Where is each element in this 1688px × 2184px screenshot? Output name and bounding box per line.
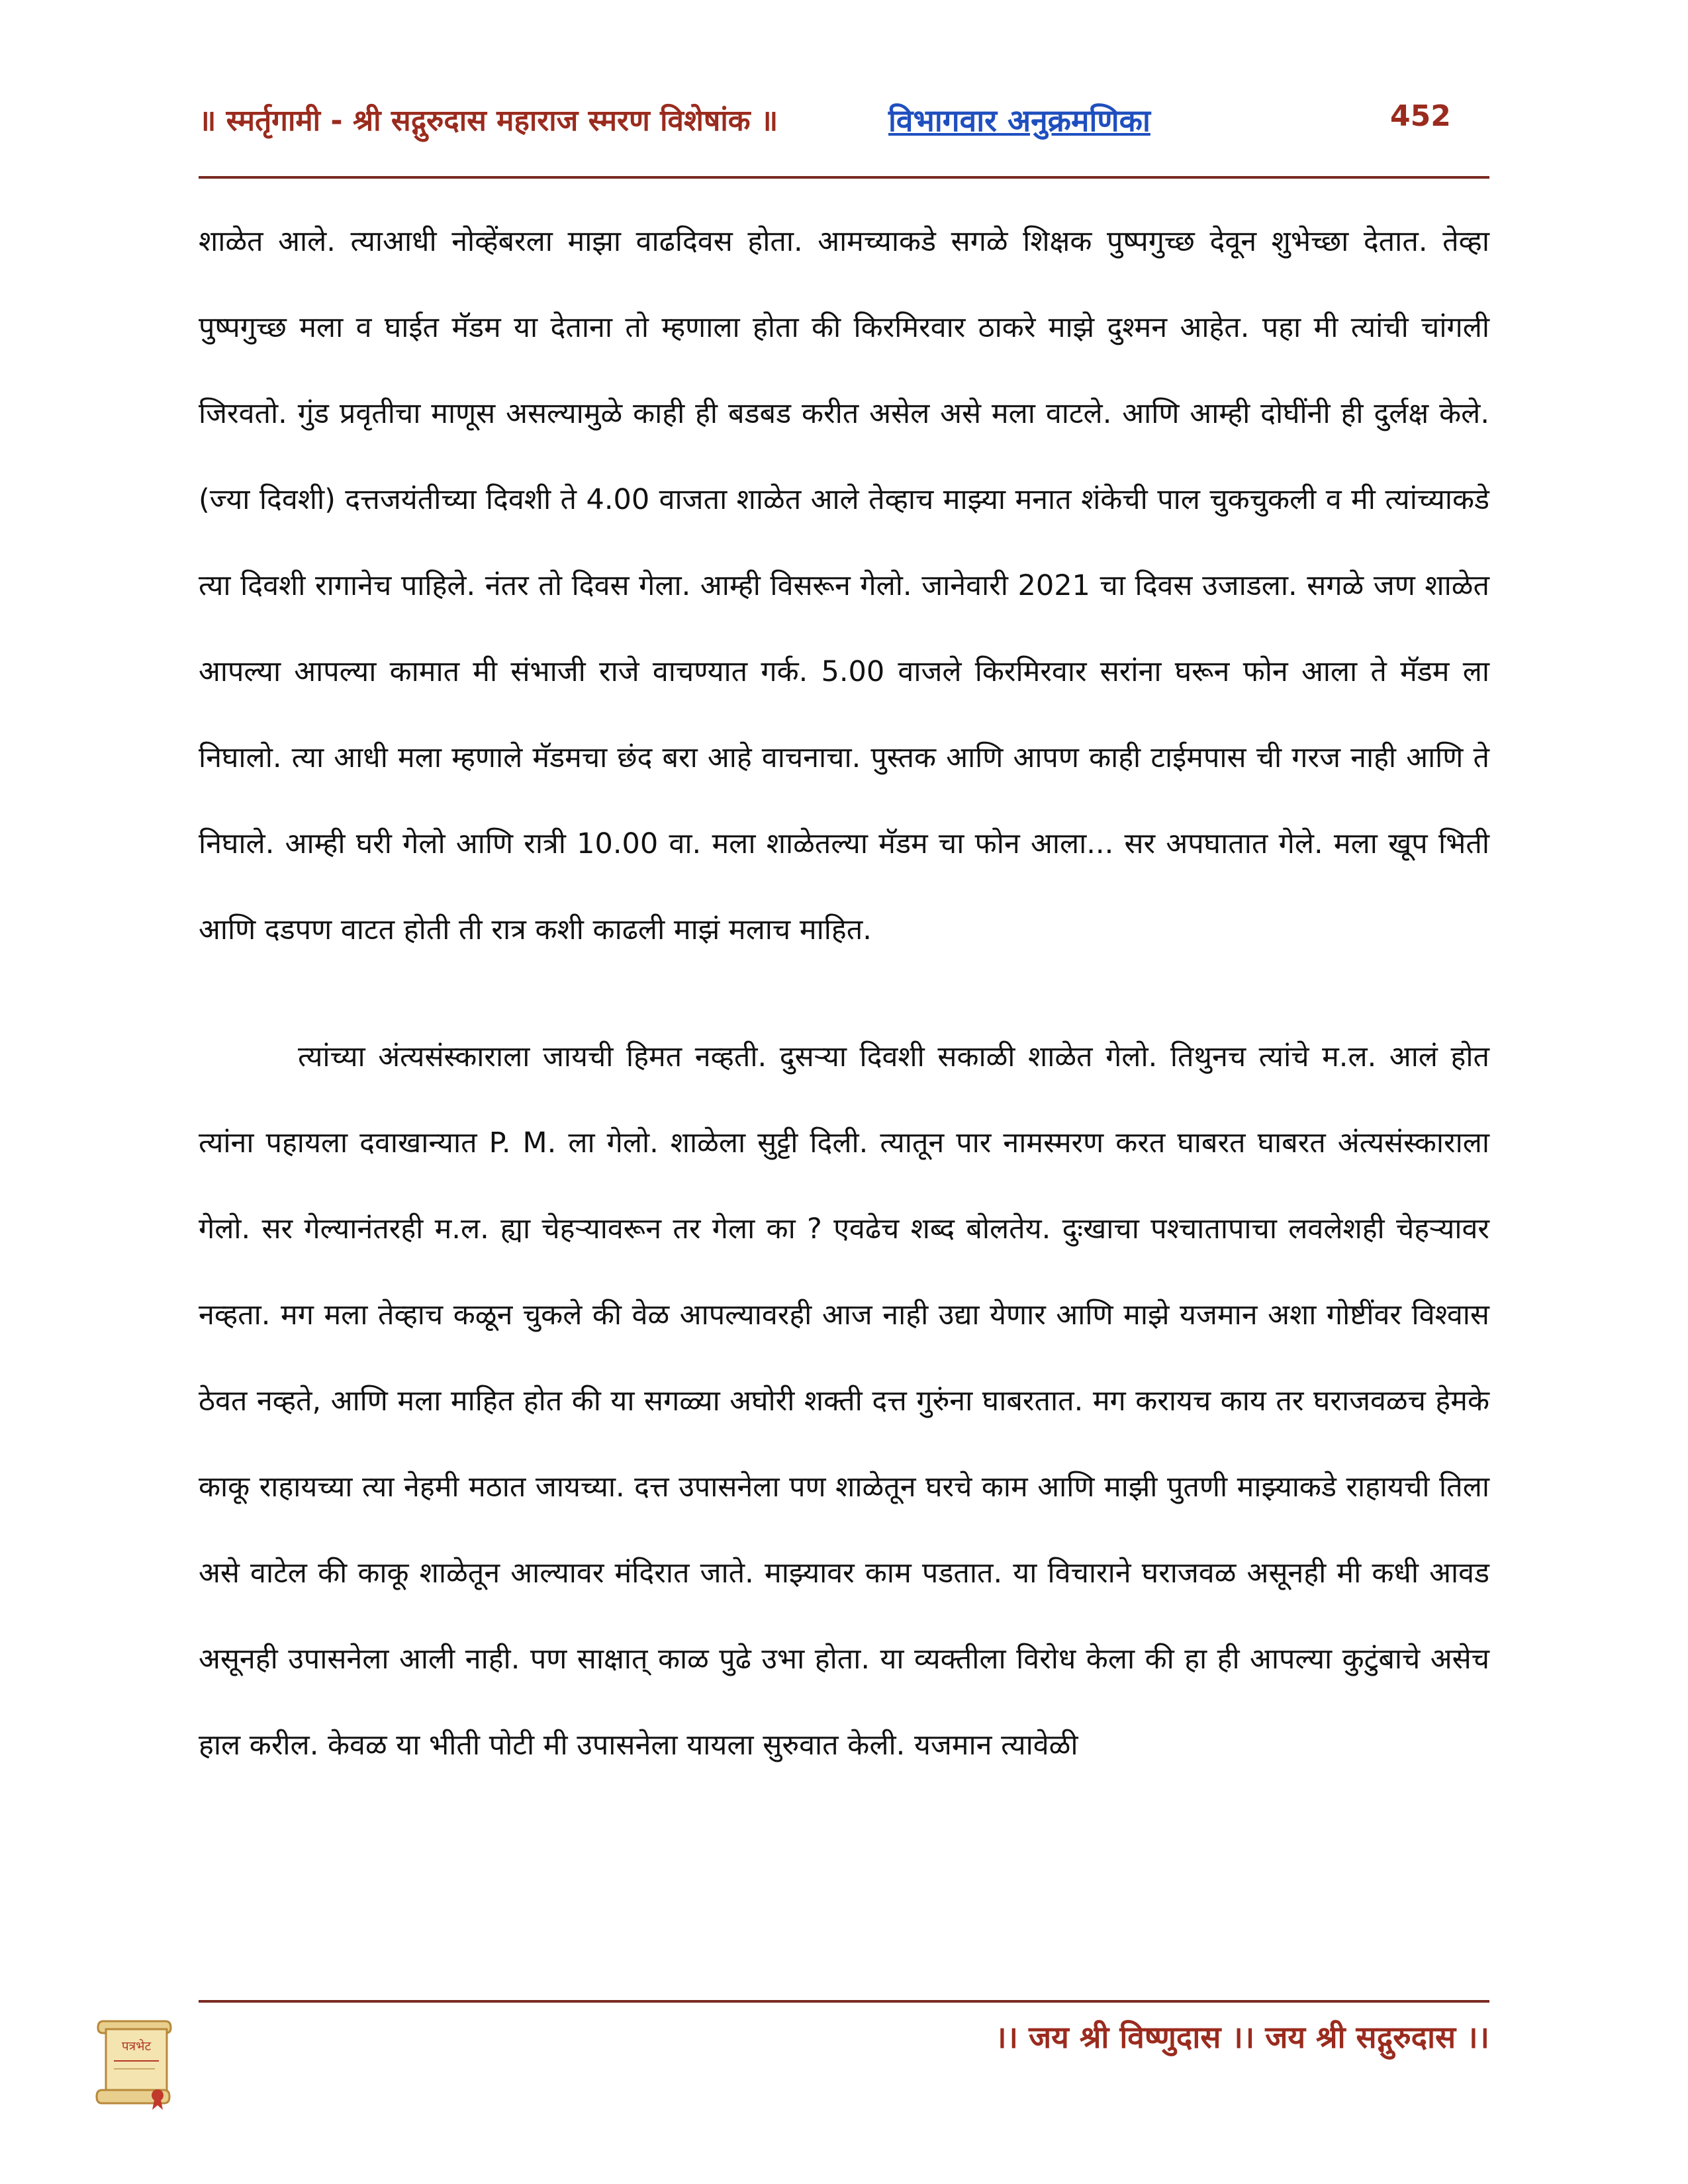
- logo-label: पत्रभेट: [121, 2039, 152, 2054]
- header-divider: [199, 176, 1489, 179]
- footer-divider: [199, 2000, 1489, 2003]
- issue-title: ॥ स्मर्तृगामी - श्री सद्गुरुदास महाराज स्मरण विशेषांक ॥: [199, 104, 778, 138]
- scroll-icon: [91, 2012, 184, 2111]
- paragraph-2: त्यांच्या अंत्यसंस्काराला जायची हिमत नव्हती. दुसऱ्या दिवशी सकाळी शाळेत गेलो. तिथुनच त्यांचे म.ल. आलं होत त्यांना पहायला दवाखान्यात P. M. ला गेलो. शाळेला सुट्टी दिली. त्यातून पार नामस्मरण करत घाबरत घाबरत अंत्यसंस्काराला गेलो. सर गेल्यानंतरही म.ल. ह्या चेहऱ्यावरून तर गेला का ? एवढेच शब्द बोलतेय. दुःखाचा पश्चातापाचा लवलेशही चेहऱ्यावर नव्हता. मग मला तेव्हाच कळून चुकले की वेळ आपल्यावरही आज नाही उद्या येणार आणि माझे यजमान अशा गोष्टींवर विश्वास ठेवत नव्हते, आणि मला माहित होत की या सगळ्या अघोरी शक्ती दत्त गुरुंना घाबरतात. मग करायच काय तर घराजवळच हेमके काकू राहायच्या त्या नेहमी मठात जायच्या. दत्त उपासनेला पण शाळेतून घरचे काम आणि माझी पुतणी माझ्याकडे राहायची तिला असे वाटेल की काकू शाळेतून आल्यावर मंदिरात जाते. माझ्यावर काम पडतात. या विचाराने घराजवळ असूनही मी कधी आवड असूनही उपासनेला आली नाही. पण साक्षात् काळ पुढे उभा होता. या व्यक्तीला विरोध केला की हा ही आपल्या कुटुंबाचे असेच हाल करील. केवळ या भीती पोटी मी उपासनेला यायला सुरुवात केली. यजमान त्यावेळी: [199, 1040, 1489, 1762]
- paragraph-1: शाळेत आले. त्याआधी नोव्हेंबरला माझा वाढदिवस होता. आमच्याकडे सगळे शिक्षक पुष्पगुच्छ देवून शुभेच्छा देतात. तेव्हा पुष्पगुच्छ मला व घाईत मॅडम या देताना तो म्हणाला होता की किरमिरवार ठाकरे माझे दुश्मन आहेत. पहा मी त्यांची चांगली जिरवतो. गुंड प्रवृतीचा माणूस असल्यामुळे काही ही बडबड करीत असेल असे मला वाटले. आणि आम्ही दोघींनी ही दुर्लक्ष केले. (ज्या दिवशी) दत्तजयंतीच्या दिवशी ते 4.00 वाजता शाळेत आले तेव्हाच माझ्या मनात शंकेची पाल चुकचुकली व मी त्यांच्याकडे त्या दिवशी रागानेच पाहिले. नंतर तो दिवस गेला. आम्ही विसरून गेलो. जानेवारी 2021 चा दिवस उजाडला. सगळे जण शाळेत आपल्या आपल्या कामात मी संभाजी राजे वाचण्यात गर्क. 5.00 वाजले किरमिरवार सरांना घरून फोन आला ते मॅडम ला निघालो. त्या आधी मला म्हणाले मॅडमचा छंद बरा आहे वाचनाचा. पुस्तक आणि आपण काही टाईमपास ची गरज नाही आणि ते निघाले. आम्ही घरी गेलो आणि रात्री 10.00 वा. मला शाळेतल्या मॅडम चा फोन आला... सर अपघातात गेले. मला खूप भिती आणि दडपण वाटत होती ती रात्र कशी काढली माझं मलाच माहित.: [199, 225, 1489, 946]
- article-body: [199, 199, 1489, 1788]
- page-number: 452: [1390, 99, 1451, 133]
- page-header: [199, 99, 1489, 152]
- footer-blessing: ।। जय श्री विष्णुदास ।। जय श्री सद्गुरुदास ।।: [995, 2019, 1489, 2055]
- section-index-link[interactable]: विभागवार अनुक्रमणिका: [888, 103, 1150, 138]
